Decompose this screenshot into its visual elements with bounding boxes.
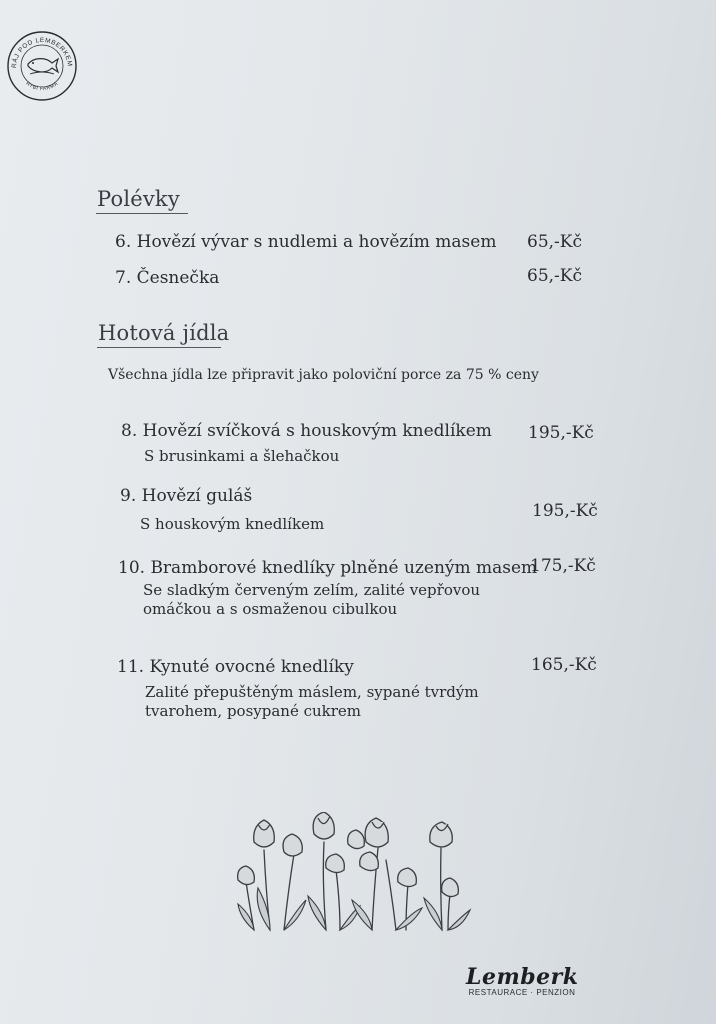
- menu-item-name: 8. Hovězí svíčková s houskovým knedlíkem: [121, 421, 492, 441]
- fish-farm-seal-icon: [6, 30, 78, 102]
- menu-item-price: 175,-Kč: [530, 556, 596, 576]
- menu-item-price: 65,-Kč: [527, 266, 583, 286]
- menu-item-price: 65,-Kč: [527, 232, 583, 252]
- soups-heading: Polévky: [97, 187, 180, 211]
- brand-name: Lemberk: [466, 964, 579, 990]
- tulips-illustration-icon: [236, 812, 476, 934]
- menu-item-price: 195,-Kč: [528, 423, 594, 443]
- menu-item-price: 165,-Kč: [531, 655, 597, 675]
- menu-item-description: Zalité přepuštěným máslem, sypané tvrdým tvarohem, posypané cukrem: [145, 683, 479, 720]
- seal-circle-text: RÁJ POD LEMBERKEM: [10, 36, 74, 69]
- menu-item-description: Se sladkým červeným zelím, zalité vepřovou omáčkou a s osmaženou cibulkou: [143, 581, 481, 618]
- restaurant-brand: [466, 964, 578, 997]
- menu-item-name: 9. Hovězí guláš: [120, 486, 253, 506]
- half-portion-note: Všechna jídla lze připravit jako poloviční porce za 75 % ceny: [108, 367, 539, 383]
- menu-item-name: 10. Bramborové knedlíky plněné uzeným masem: [118, 558, 538, 578]
- menu-item-name: 7. Česnečka: [115, 268, 220, 288]
- svg-text:RYBÍ FARMA: [24, 81, 59, 93]
- brand-subtitle: RESTAURACE · PENZION: [468, 988, 576, 997]
- menu-item-description: S houskovým knedlíkem: [140, 515, 325, 533]
- mains-heading: Hotová jídla: [98, 321, 230, 345]
- menu-item-name: 6. Hovězí vývar s nudlemi a hovězím masem: [115, 232, 497, 252]
- menu-item-price: 195,-Kč: [532, 501, 598, 521]
- menu-item-description: S brusinkami a šlehačkou: [144, 447, 340, 465]
- soups-heading-underline: [96, 213, 188, 214]
- seal-bottom-text: RYBÍ FARMA: [24, 80, 60, 93]
- mains-heading-underline: [97, 347, 221, 348]
- menu-item-name: 11. Kynuté ovocné knedlíky: [117, 657, 354, 677]
